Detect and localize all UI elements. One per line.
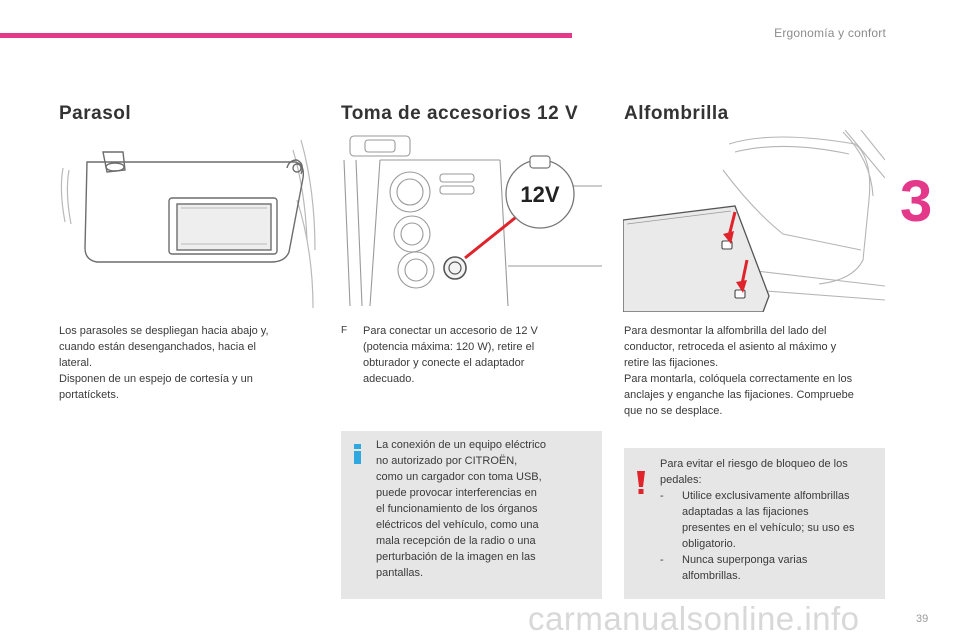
text-line: lateral. (59, 357, 93, 369)
12v-badge: 12V (520, 182, 560, 207)
text-line: no autorizado por CITROËN, (376, 455, 518, 467)
text-line: puede provocar interferencias en (376, 487, 537, 499)
info-icon (351, 443, 365, 465)
info-box (341, 431, 602, 599)
text-line: como un cargador con toma USB, (376, 471, 542, 483)
text-line: (potencia máxima: 120 W), retire el (363, 341, 535, 353)
warning-box (624, 448, 885, 599)
text-line: portatíckets. (59, 389, 119, 401)
toma-instruction (341, 323, 581, 387)
text-line: Utilice exclusivamente alfombrillas (682, 490, 850, 502)
text-line: La conexión de un equipo eléctrico (376, 439, 547, 451)
toma-heading: Toma de accesorios 12 V (341, 103, 579, 124)
text-line: adaptadas a las fijaciones (682, 506, 809, 518)
text-line: obligatorio. (682, 538, 736, 550)
watermark: carmanualsonline.info (528, 600, 860, 637)
text-line: perturbación de la imagen en las (376, 551, 536, 563)
chapter-number: 3 (900, 169, 933, 234)
text-line: pedales: (660, 474, 702, 486)
text-line: presentes en el vehículo; su uso es (682, 522, 855, 534)
accessory-socket-illustration (340, 130, 602, 310)
text-line: Para conectar un accesorio de 12 V (363, 325, 538, 337)
text-line: el funcionamiento de los órganos (376, 503, 538, 515)
text-line: Para evitar el riesgo de bloqueo de los (660, 458, 848, 470)
text-line: Para montarla, colóquela correctamente en los (624, 373, 853, 385)
text-line: Los parasoles se despliegan hacia abajo y, (59, 325, 269, 337)
top-accent-bar (0, 33, 572, 38)
text-line: obturador y conecte el adaptador (363, 357, 525, 369)
text-line: Nunca superponga varias (682, 554, 808, 566)
text-line: retire las fijaciones. (624, 357, 719, 369)
parasol-text (59, 323, 309, 403)
parasol-heading: Parasol (59, 103, 132, 124)
text-line: mala recepción de la radio o una (376, 535, 536, 547)
text-line: Para desmontar la alfombrilla del lado del (624, 325, 827, 337)
floor-mat-illustration (623, 130, 885, 312)
text-line: conductor, retroceda el asiento al máximo y (624, 341, 837, 353)
warning-exclamation-icon (634, 470, 648, 496)
section-title: Ergonomía y confort (774, 26, 886, 40)
dash-marker: - (660, 554, 664, 566)
warning-list-item (660, 552, 880, 584)
alfombrilla-heading: Alfombrilla (624, 103, 729, 124)
text-line: eléctricos del vehículo, como una (376, 519, 539, 531)
text-line: pantallas. (376, 567, 424, 579)
text-line: adecuado. (363, 373, 415, 385)
warning-list-item (660, 488, 880, 552)
dash-marker: - (660, 490, 664, 502)
text-line: alfombrillas. (682, 570, 741, 582)
text-line: anclajes y enganche las fijaciones. Compruebe (624, 389, 854, 401)
page-number: 39 (916, 613, 929, 625)
alfombrilla-text (624, 323, 894, 419)
bullet-icon: F (341, 325, 348, 336)
text-line: cuando están desenganchados, hacia el (59, 341, 256, 353)
text-line: que no se desplace. (624, 405, 723, 417)
sun-visor-illustration (57, 130, 319, 310)
text-line: Disponen de un espejo de cortesía y un (59, 373, 253, 385)
